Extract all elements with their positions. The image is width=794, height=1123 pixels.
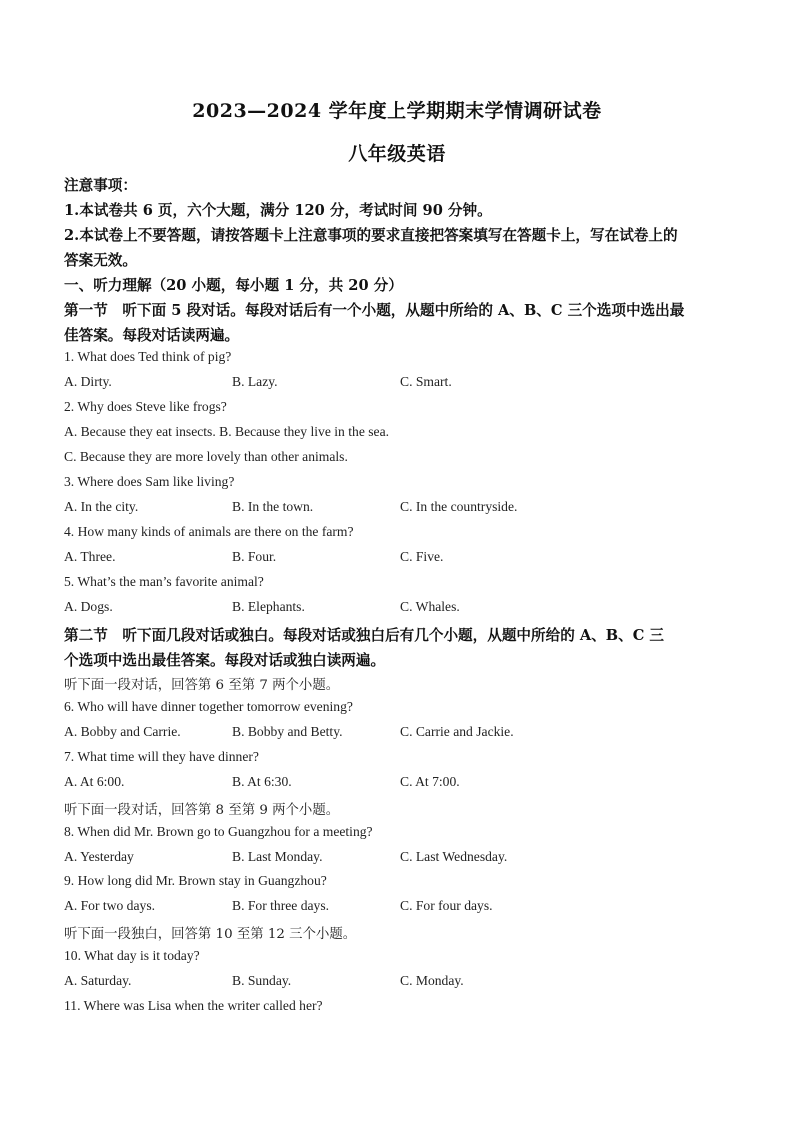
question-8-stem: 8. When did Mr. Brown go to Guangzhou for a meeting?	[64, 824, 373, 839]
question-5-option-c: C. Whales.	[400, 599, 460, 614]
question-8-option-b: B. Last Monday.	[232, 849, 323, 864]
question-4-option-b: B. Four.	[232, 549, 277, 564]
question-6-option-a: A. Bobby and Carrie.	[64, 724, 181, 739]
question-5-option-b: B. Elephants.	[232, 599, 305, 614]
question-10-stem: 10. What day is it today?	[64, 948, 200, 963]
question-9-option-b: B. For three days.	[232, 898, 330, 913]
question-10-option-a: A. Saturday.	[64, 973, 132, 988]
question-9-stem: 9. How long did Mr. Brown stay in Guangzhou?	[64, 873, 327, 888]
question-9-option-a: A. For two days.	[64, 898, 156, 913]
question-1-option-a: A. Dirty.	[64, 374, 112, 389]
question-6-option-b: B. Bobby and Betty.	[232, 724, 343, 739]
section1-instructions-line-1: 第一节 听下面 5 段对话。每段对话后有一个小题，从题中所给的 A、B、C 三个选项中选出最	[64, 302, 685, 319]
question-10-option-c: C. Monday.	[400, 973, 464, 988]
question-6-option-c: C. Carrie and Jackie.	[400, 724, 514, 739]
question-3-option-a: A. In the city.	[64, 499, 139, 514]
part1-heading: 一、听力理解（20 小题，每小题 1 分，共 20 分）	[64, 277, 403, 294]
question-2-stem: 2. Why does Steve like frogs?	[64, 399, 227, 414]
question-2-option-c: C. Because they are more lovely than other animals.	[64, 449, 348, 464]
question-8-option-a: A. Yesterday	[64, 849, 134, 864]
section2-instructions-line-1: 第二节 听下面几段对话或独白。每段对话或独白后有几个小题，从题中所给的 A、B、C 三	[64, 627, 665, 644]
question-3-option-b: B. In the town.	[232, 499, 314, 514]
question-1-option-b: B. Lazy.	[232, 374, 278, 389]
question-3-stem: 3. Where does Sam like living?	[64, 474, 235, 489]
question-4-option-a: A. Three.	[64, 549, 116, 564]
question-9-option-c: C. For four days.	[400, 898, 493, 913]
question-3-option-c: C. In the countryside.	[400, 499, 518, 514]
question-1-stem: 1. What does Ted think of pig?	[64, 349, 232, 364]
question-7-stem: 7. What time will they have dinner?	[64, 749, 259, 764]
exam-title: 2023—2024 学年度上学期期末学情调研试卷	[192, 100, 602, 122]
intro-questions-10-12: 听下面一段独白，回答第 10 至第 12 三个小题。	[64, 927, 357, 942]
question-10-option-b: B. Sunday.	[232, 973, 292, 988]
question-7-option-c: C. At 7:00.	[400, 774, 460, 789]
intro-questions-6-7: 听下面一段对话，回答第 6 至第 7 两个小题。	[64, 678, 340, 693]
notes-item-2-line-1: 2.本试卷上不要答题，请按答题卡上注意事项的要求直接把答案填写在答题卡上，写在试卷上的	[64, 227, 678, 244]
notes-heading: 注意事项：	[64, 177, 137, 194]
question-6-stem: 6. Who will have dinner together tomorrow evening?	[64, 699, 353, 714]
section2-instructions-line-2: 个选项中选出最佳答案。每段对话或独白读两遍。	[64, 652, 386, 669]
question-7-option-a: A. At 6:00.	[64, 774, 125, 789]
question-2-options-ab: A. Because they eat insects. B. Because they live in the sea.	[64, 424, 390, 439]
question-8-option-c: C. Last Wednesday.	[400, 849, 508, 864]
notes-item-2-line-2: 答案无效。	[64, 252, 137, 269]
question-5-stem: 5. What’s the man’s favorite animal?	[64, 574, 264, 589]
intro-questions-8-9: 听下面一段对话，回答第 8 至第 9 两个小题。	[64, 803, 340, 818]
question-4-stem: 4. How many kinds of animals are there on the farm?	[64, 524, 354, 539]
exam-subtitle: 八年级英语	[348, 143, 446, 165]
question-1-option-c: C. Smart.	[400, 374, 452, 389]
question-11-stem: 11. Where was Lisa when the writer called her?	[64, 998, 323, 1013]
question-5-option-a: A. Dogs.	[64, 599, 113, 614]
section1-instructions-line-2: 佳答案。每段对话读两遍。	[64, 327, 240, 344]
question-4-option-c: C. Five.	[400, 549, 444, 564]
notes-item-1: 1.本试卷共 6 页，六个大题，满分 120 分，考试时间 90 分钟。	[64, 202, 492, 219]
question-7-option-b: B. At 6:30.	[232, 774, 292, 789]
